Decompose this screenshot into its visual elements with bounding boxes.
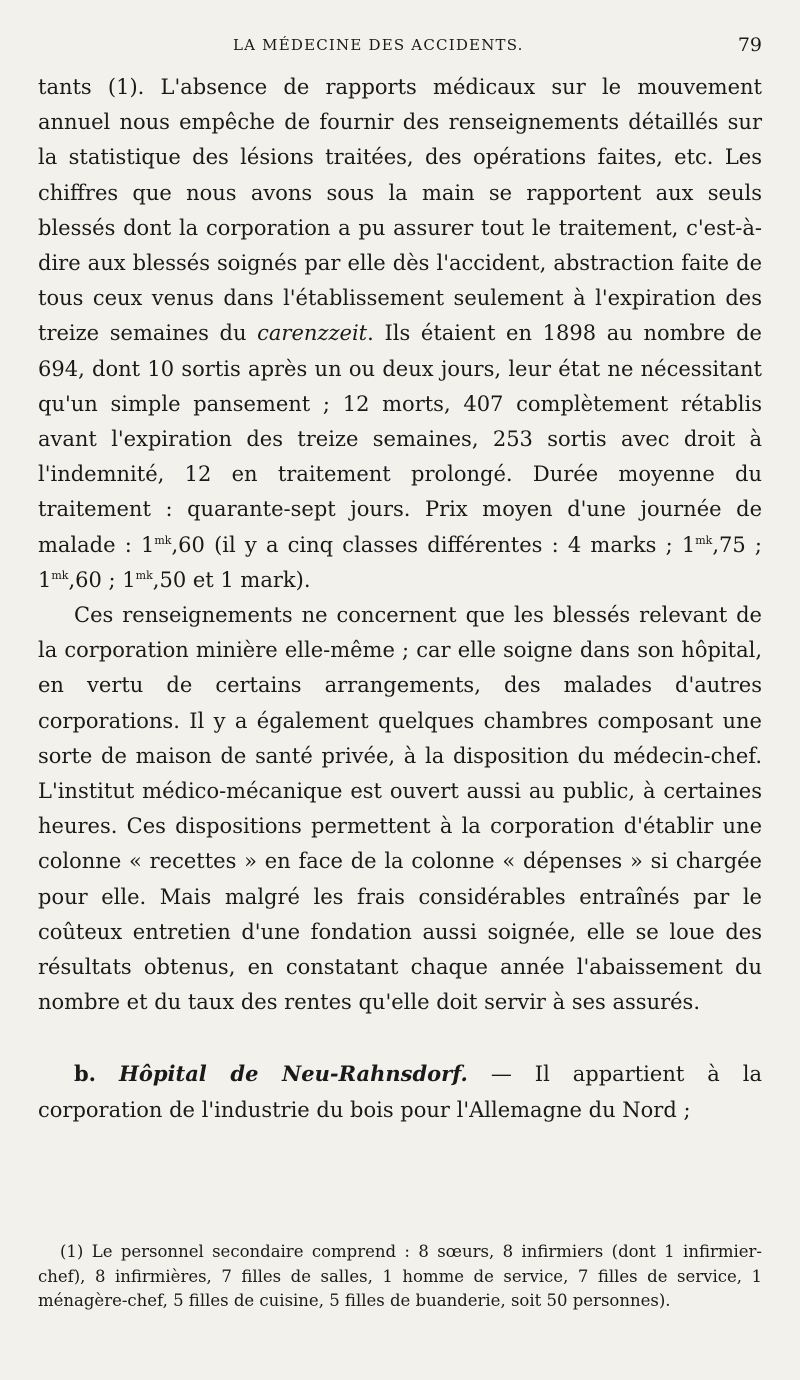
superscript-unit: mk xyxy=(695,533,713,547)
section-spacer xyxy=(38,1020,762,1056)
footnote: (1) Le personnel secondaire comprend : 8 sœurs, 8 infirmiers (dont 1 infirmier-chef), 8 infirmières, 7 filles de salles, 1 homme de service, 7 filles de service, 1 ménagère-chef, 5 filles de cuisine, 5 filles de buanderie, soit 50 personnes). xyxy=(38,1242,762,1310)
section-text: — Il appartient à la corporation de l'industrie du bois pour l'Allemagne du Nord ; xyxy=(38,1062,762,1122)
superscript-unit: mk xyxy=(135,568,153,582)
text-run: ,60 (il y a cinq classes différentes : 4 marks ; 1 xyxy=(171,532,696,557)
text-run: ,75 ; 1 xyxy=(38,532,762,592)
section-title: Hôpital de Neu-Rahnsdorf. xyxy=(118,1061,468,1087)
italic-term: carenzzeit xyxy=(257,321,368,346)
text-run: ,60 ; 1 xyxy=(68,567,136,592)
section-heading xyxy=(38,1056,762,1127)
running-title: LA MÉDECINE DES ACCIDENTS. xyxy=(233,36,524,54)
page-header xyxy=(38,36,762,58)
paragraph-2: Ces renseignements ne concernent que les blessés relevant de la corporation minière elle-même ; car elle soigne dans son hôpital, en vertu de certains arrangements, des malades d'autres corporations. Il y a également quelques chambres composant une sorte de maison de santé privée, à la disposition du médecin-chef. L'institut médico-mécanique est ouvert aussi au public, à certaines heures. Ces dispositions permettent à la corporation d'établir une colonne « recettes » en face de la colonne « dépenses » si chargée pour elle. Mais malgré les frais considérables entraînés par le coûteux entretien d'une fondation aussi soignée, elle se loue des résultats obtenus, en constatant chaque année l'abaissement du nombre et du taux des rentes qu'elle doit servir à ses assurés. xyxy=(38,603,762,1015)
page-number: 79 xyxy=(737,34,762,56)
section-label: b. xyxy=(74,1061,96,1087)
text-run: ,50 et 1 mark). xyxy=(152,567,311,592)
text-run: . Ils étaient en 1898 au nombre de 694, dont 10 sortis après un ou deux jours, leur état ne nécessitant qu'un simple pansement ; 12 morts, 407 complètement rétablis avant l'expiration des treize semaines, 253 sortis avec droit à l'indemnité, 12 en traitement prolongé. Durée moyenne du traitement : quarante-sept jours. Prix moyen d'une journée de malade : 1 xyxy=(38,321,762,557)
paragraph-1 xyxy=(38,70,762,598)
book-page xyxy=(38,0,762,1380)
main-text xyxy=(38,70,762,1128)
superscript-unit: mk xyxy=(51,568,69,582)
superscript-unit: mk xyxy=(154,533,172,547)
text-run: tants (1). L'absence de rapports médicaux sur le mouvement annuel nous empêche de fournir des renseignements détaillés sur la statistique des lésions traitées, des opérations faites, etc. Les chiffres que nous avons sous la main se rapportent aux seuls blessés dont la corporation a pu assurer tout le traitement, c'est-à-dire aux blessés soignés par elle dès l'accident, abstraction faite de tous ceux venus dans l'établissement seulement à l'expiration des treize semaines du xyxy=(38,75,762,346)
